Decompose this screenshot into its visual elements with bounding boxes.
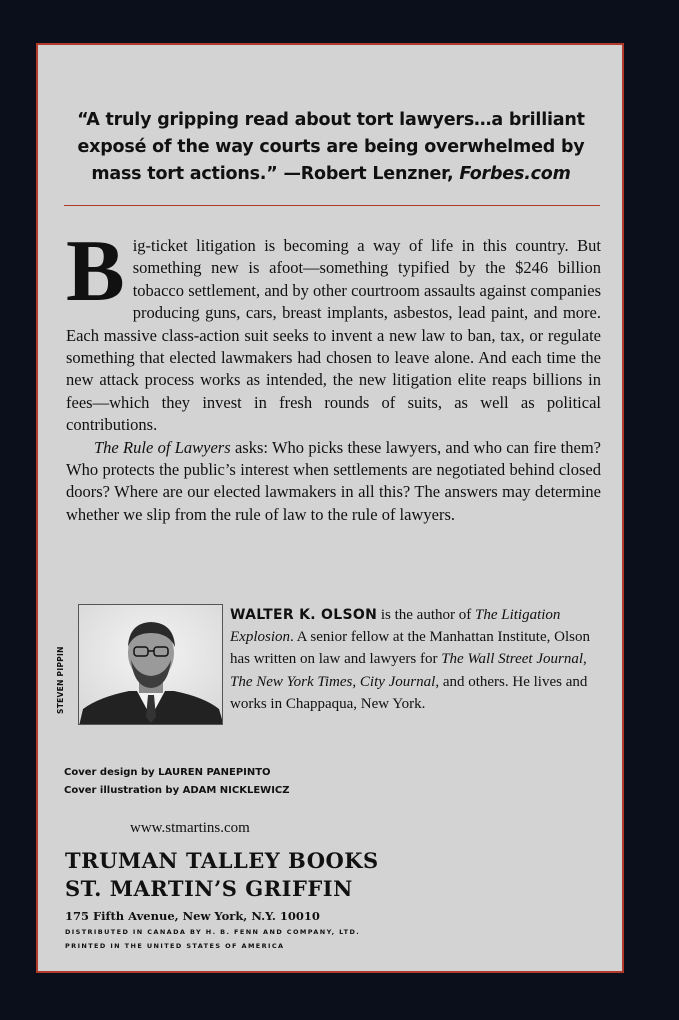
author-name: WALTER K. OLSON <box>230 607 378 623</box>
quote-text: “A truly gripping read about tort lawyers…a brilliant exposé of the way courts are being overwhelmed by mass tort actions.” —Robert Lenzner, <box>77 110 585 184</box>
bio-publication-3: City Journal <box>359 673 436 690</box>
bio-text-2: . A senior fellow at the Manhattan Institute, Olson has written on law and lawyers for <box>230 629 590 668</box>
bio-publication-1: The Wall Street Journal <box>441 651 583 668</box>
publisher-url: www.stmartins.com <box>130 820 250 836</box>
cover-illustration-credit: Cover illustration by ADAM NICKLEWICZ <box>64 785 290 796</box>
imprint-line-2: ST. MARTIN’S GRIFFIN <box>65 876 353 901</box>
description-paragraph-2 <box>66 437 601 527</box>
publisher-address: 175 Fifth Avenue, New York, N.Y. 10010 <box>65 909 320 923</box>
bio-text-1: is the author of <box>377 607 475 623</box>
photo-credit: STEVEN PIPPIN <box>56 646 65 714</box>
bio-publication-2: The New York Times <box>230 673 353 690</box>
bio-book-title: The Litigation Explosion <box>230 607 561 646</box>
red-divider <box>64 205 600 206</box>
imprint-line-1: TRUMAN TALLEY BOOKS <box>65 848 379 873</box>
author-bio <box>230 604 610 715</box>
printed-note: PRINTED IN THE UNITED STATES OF AMERICA <box>65 942 285 950</box>
bio-separator-1: , <box>582 651 587 668</box>
book-description <box>66 223 601 526</box>
back-cover-panel <box>36 43 624 973</box>
description-paragraph-1 <box>66 223 601 437</box>
cover-design-credit: Cover design by LAUREN PANEPINTO <box>64 767 271 778</box>
blurb-quote <box>58 107 604 188</box>
drop-cap: B <box>66 223 125 320</box>
quote-source: Forbes.com <box>459 164 571 184</box>
distribution-note: DISTRIBUTED IN CANADA BY H. B. FENN AND COMPANY, LTD. <box>65 928 361 936</box>
author-portrait-image <box>79 605 223 725</box>
bio-separator-2: , <box>352 673 360 690</box>
paragraph-2-text: asks: Who picks these lawyers, and who can fire them? Who protects the public’s interest when settlements are negotiated behind closed doors? Where are our elected lawmakers in all this? The answers may determine whether we slip from the rule of law to the rule of lawyers. <box>66 437 601 524</box>
cover-credits <box>64 764 290 800</box>
book-title-inline: The Rule of Lawyers <box>94 437 231 457</box>
paragraph-1-text: ig-ticket litigation is becoming a way of life in this country. But something new is afoot—something typified by the $246 billion tobacco settlement, and by other courtroom assaults against companies producing guns, cars, breast implants, asbestos, lead paint, and more. Each massive class-action suit seeks to invent a new law to ban, tax, or regulate something that elected lawmakers had chosen to leave alone. And each time the new attack process works as intended, the new litigation elite reaps billions in fees—which they invest in fresh rounds of suits, as well as political contributions. <box>66 236 601 435</box>
author-photo <box>78 604 223 725</box>
bio-text-3: , and others. He lives and works in Chappaqua, New York. <box>230 673 588 712</box>
